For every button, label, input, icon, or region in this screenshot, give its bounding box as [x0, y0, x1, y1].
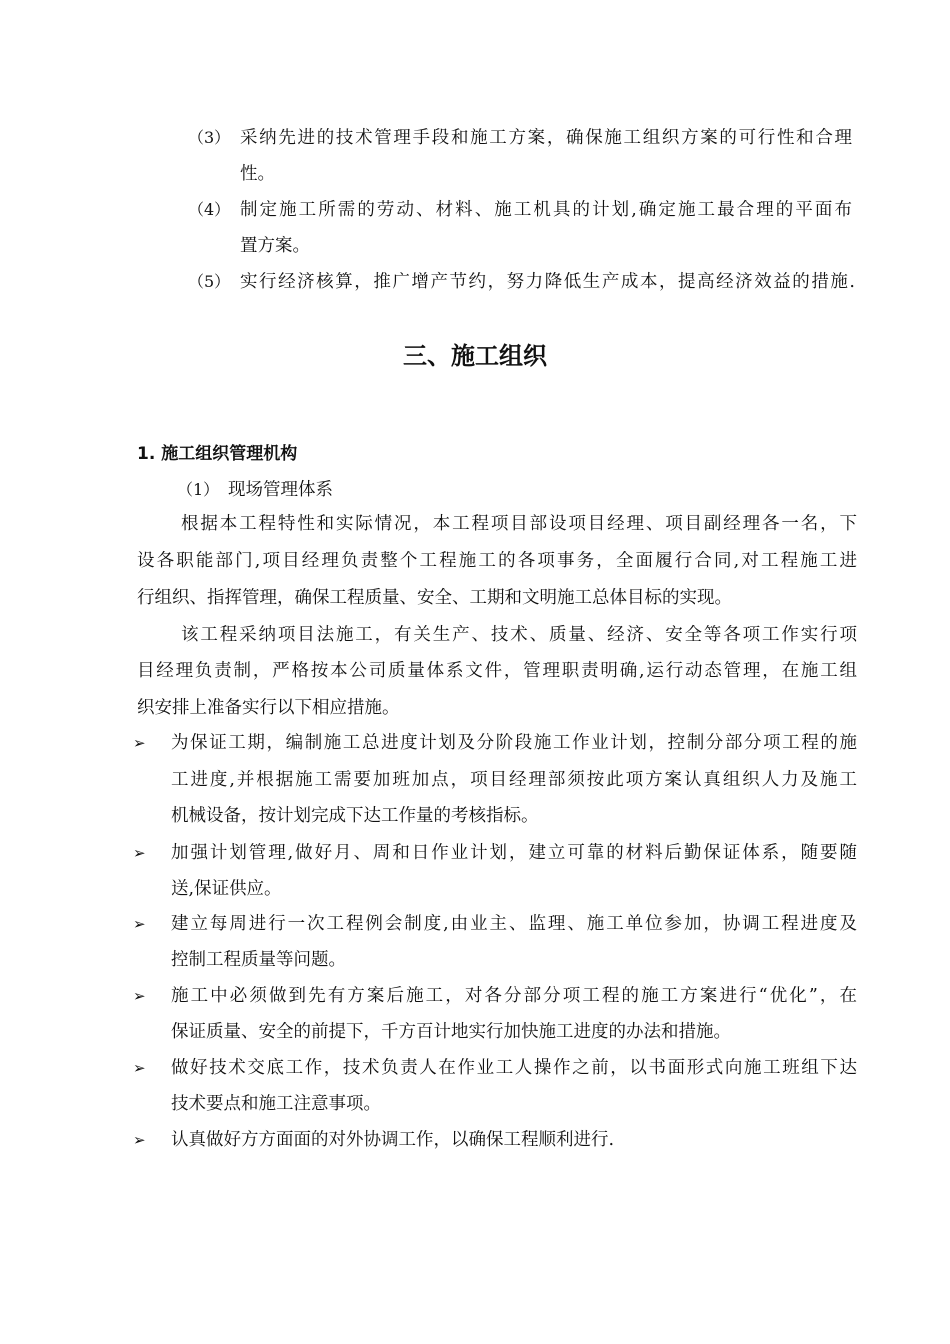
paragraph-line: 行组织、指挥管理，确保工程质量、安全、工期和文明施工总体目标的实现。	[137, 588, 732, 608]
list-number: （5）	[188, 272, 231, 291]
bullet-line: 为保证工期，编制施工总进度计划及分阶段施工作业计划，控制分部分项工程的施	[171, 733, 857, 753]
list-number: （4）	[188, 200, 231, 219]
bullet-line: 保证质量、安全的前提下，千方百计地实行加快施工进度的办法和措施。	[171, 1022, 731, 1042]
bullet-line: 认真做好方方面面的对外协调工作，以确保工程顺利进行.	[171, 1130, 615, 1150]
paragraph-line: 目经理负责制，严格按本公司质量体系文件，管理职责明确,运行动态管理，在施工组	[137, 661, 857, 681]
section-title: 三、施工组织	[403, 342, 547, 370]
bullet-arrow-icon: ➢	[133, 844, 146, 862]
sub-heading-number: （1）	[177, 480, 220, 499]
list-item-line: 制定施工所需的劳动、材料、施工机具的计划,确定施工最合理的平面布	[240, 200, 852, 220]
bullet-line: 建立每周进行一次工程例会制度,由业主、监理、施工单位参加，协调工程进度及	[171, 914, 857, 934]
list-item-line: 实行经济核算，推广增产节约，努力降低生产成本，提高经济效益的措施.	[240, 272, 855, 292]
sub-heading-text: 现场管理体系	[228, 480, 333, 500]
list-item-line: 采纳先进的技术管理手段和施工方案，确保施工组织方案的可行性和合理	[240, 128, 852, 148]
paragraph-line: 设各职能部门,项目经理负责整个工程施工的各项事务，全面履行合同,对工程施工进	[137, 551, 857, 571]
bullet-line: 技术要点和施工注意事项。	[171, 1094, 381, 1114]
bullet-arrow-icon: ➢	[133, 987, 146, 1005]
paragraph-line: 织安排上准备实行以下相应措施。	[137, 698, 400, 718]
bullet-arrow-icon: ➢	[133, 734, 146, 752]
paragraph-line: 该工程采纳项目法施工，有关生产、技术、质量、经济、安全等各项工作实行项	[181, 625, 857, 645]
bullet-arrow-icon: ➢	[133, 915, 146, 933]
bullet-arrow-icon: ➢	[133, 1059, 146, 1077]
bullet-line: 施工中必须做到先有方案后施工，对各分部分项工程的施工方案进行“优化”，在	[171, 986, 857, 1006]
bullet-line: 工进度,并根据施工需要加班加点，项目经理部须按此项方案认真组织人力及施工	[171, 770, 857, 790]
bullet-arrow-icon: ➢	[133, 1131, 146, 1149]
list-number: （3）	[188, 128, 231, 147]
paragraph-line: 根据本工程特性和实际情况，本工程项目部设项目经理、项目副经理各一名，下	[181, 514, 857, 534]
bullet-line: 送,保证供应。	[171, 879, 282, 899]
bullet-line: 加强计划管理,做好月、周和日作业计划，建立可靠的材料后勤保证体系，随要随	[171, 843, 857, 863]
bullet-line: 机械设备，按计划完成下达工作量的考核指标。	[171, 806, 539, 826]
list-item-line: 性。	[240, 164, 275, 184]
heading-1: 1. 施工组织管理机构	[137, 444, 298, 464]
bullet-line: 控制工程质量等问题。	[171, 950, 346, 970]
bullet-line: 做好技术交底工作，技术负责人在作业工人操作之前，以书面形式向施工班组下达	[171, 1058, 857, 1078]
list-item-line: 置方案。	[240, 236, 310, 256]
